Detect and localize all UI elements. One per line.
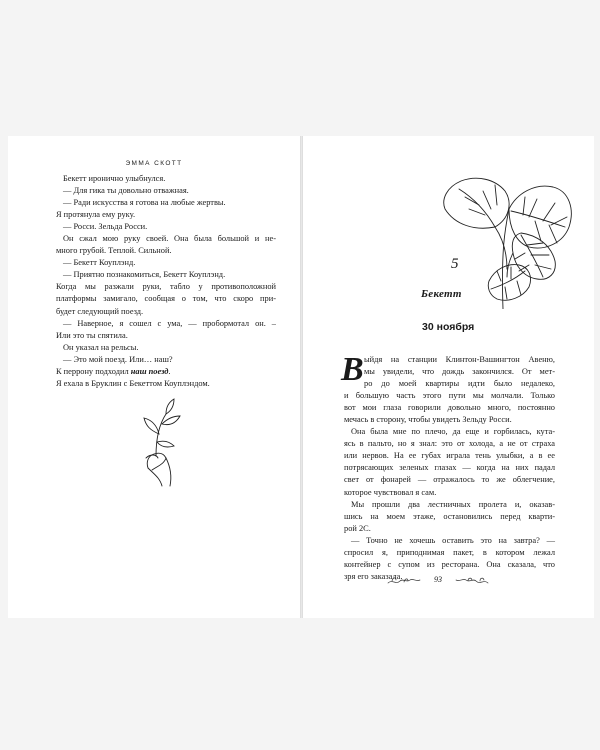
text-line-content: — Бекетт Коуплэнд. — [63, 258, 136, 268]
text-line-content: — Наверное, я сошел с ума, — пробормотал он. – — [63, 318, 276, 328]
text-line — [344, 499, 555, 511]
text-line — [344, 414, 555, 426]
text-line — [56, 173, 276, 185]
chapter-date: 30 ноября — [422, 321, 475, 333]
chapter-name: Бекетт — [421, 288, 462, 300]
text-line-content: контейнер с супом из ресторана. Она сказала, что — [344, 559, 555, 569]
text-line-content: мечась в сторону, чтобы увидеть Зельду Росси. — [344, 415, 512, 425]
text-line-content: Мы прошли два лестничных пролета и, оказав- — [351, 499, 555, 509]
text-line — [56, 318, 276, 330]
text-line-content: и большую часть этого пути мы молчали. Только — [344, 391, 555, 401]
text-line — [344, 547, 555, 559]
text-line-content: свет от фонарей — отражалось то же облегчение, — [344, 475, 555, 485]
text-line-content: или нервов. На ее губах играла тень улыбки, а в ее — [344, 451, 555, 461]
text-line — [344, 426, 555, 438]
drop-cap: В — [341, 351, 364, 388]
text-line — [56, 281, 276, 293]
text-line — [56, 342, 276, 354]
text-line-content: Я ехала в Бруклин с Бекеттом Коуплэндом. — [56, 378, 210, 388]
text-line — [344, 438, 555, 450]
text-line-content: вот мои глаза говорили довольно много, постоянно — [344, 403, 555, 413]
text-line-content: рой 2С. — [344, 523, 371, 533]
text-line — [56, 257, 276, 269]
text-line — [344, 511, 555, 523]
text-line — [56, 354, 276, 366]
book-spread — [8, 136, 594, 618]
text-line-content: шись на моем этаже, остановились перед кварти- — [344, 511, 555, 521]
text-line — [344, 462, 555, 474]
text-line-content: много грубой. Теплой. Сильной. — [56, 246, 172, 256]
text-line-content: — Росси. Зельда Росси. — [63, 222, 148, 232]
text-line — [344, 366, 555, 378]
text-line — [56, 293, 276, 305]
text-line-content: Или это ты спятила. — [56, 330, 128, 340]
text-line — [56, 185, 276, 197]
text-line — [56, 269, 276, 281]
text-line-content: ыйдя на станции Клинтон-Вашингтон Авеню, — [364, 355, 555, 364]
text-tail: . — [168, 366, 171, 376]
text-line-content: К перрону подходил — [56, 366, 131, 376]
text-line-content: будет следующий поезд. — [56, 306, 144, 316]
text-line-content: Я протянула ему руку. — [56, 210, 136, 220]
text-line — [344, 354, 555, 366]
text-line — [344, 450, 555, 462]
folio — [378, 573, 498, 589]
text-line — [344, 402, 555, 414]
text-line-content: которое чувствовал я сам. — [344, 487, 437, 497]
text-line — [344, 523, 555, 535]
chapter-number: 5 — [451, 256, 459, 272]
text-line-content: спросил я, приподнимая пакет, в котором лежал — [344, 547, 555, 557]
emphasis-text: наш поезд — [130, 366, 169, 376]
text-line — [344, 535, 555, 547]
text-line — [56, 366, 276, 378]
text-line-content: Бекетт иронично улыбнулся. — [63, 174, 166, 183]
right-text-block — [344, 354, 555, 583]
text-line — [344, 378, 555, 390]
text-line-content: — Точно не хочешь оставить это на завтра? — — [351, 535, 555, 545]
text-line — [56, 221, 276, 233]
right-page — [303, 136, 594, 618]
text-line-content: Он указал на рельсы. — [63, 342, 139, 352]
running-head: ЭММА СКОТТ — [125, 160, 183, 167]
text-line-content: ясь в пальто, но я знал: это от холода, а не от страха — [344, 439, 555, 449]
text-line — [344, 474, 555, 486]
page-number: 93 — [434, 575, 442, 584]
text-line — [344, 390, 555, 402]
text-line-content: зря его заказала. — [344, 571, 403, 581]
text-line-content: — Приятно познакомиться, Бекетт Коуплэнд. — [63, 270, 226, 280]
hand-holding-plant-icon — [126, 396, 188, 488]
text-line — [344, 487, 555, 499]
text-line-content: — Для гика ты довольно отважная. — [63, 186, 189, 196]
text-line-content: Она была мне по плечо, да еще и горбилась, кута- — [351, 427, 555, 437]
text-line-content: — Ради искусства я готова на любые жертвы. — [63, 198, 226, 208]
left-page — [8, 136, 300, 618]
text-line-content: Он сжал мою руку своей. Она была большой и не- — [63, 234, 276, 244]
text-line-content: платформы замигало, сообщая о том, что скоро при- — [56, 294, 276, 304]
text-line — [56, 233, 276, 245]
text-line — [56, 330, 276, 342]
text-line-content: ро до моей квартиры идти было недалеко, — [364, 379, 555, 389]
text-line — [56, 306, 276, 318]
text-line — [344, 559, 555, 571]
text-line-content: мы увидели, что дождь закончился. От мет- — [364, 367, 555, 377]
text-line-content: Когда мы разжали руки, табло у противоположной — [56, 282, 276, 292]
text-line — [56, 197, 276, 209]
left-text-block — [56, 173, 276, 390]
text-line — [56, 245, 276, 257]
text-line — [56, 209, 276, 221]
text-line-content: потрясающих зеленых глазах — когда на них падал — [344, 463, 555, 473]
text-line-content: — Это мой поезд. Или… наш? — [63, 354, 173, 364]
text-line — [56, 378, 276, 390]
